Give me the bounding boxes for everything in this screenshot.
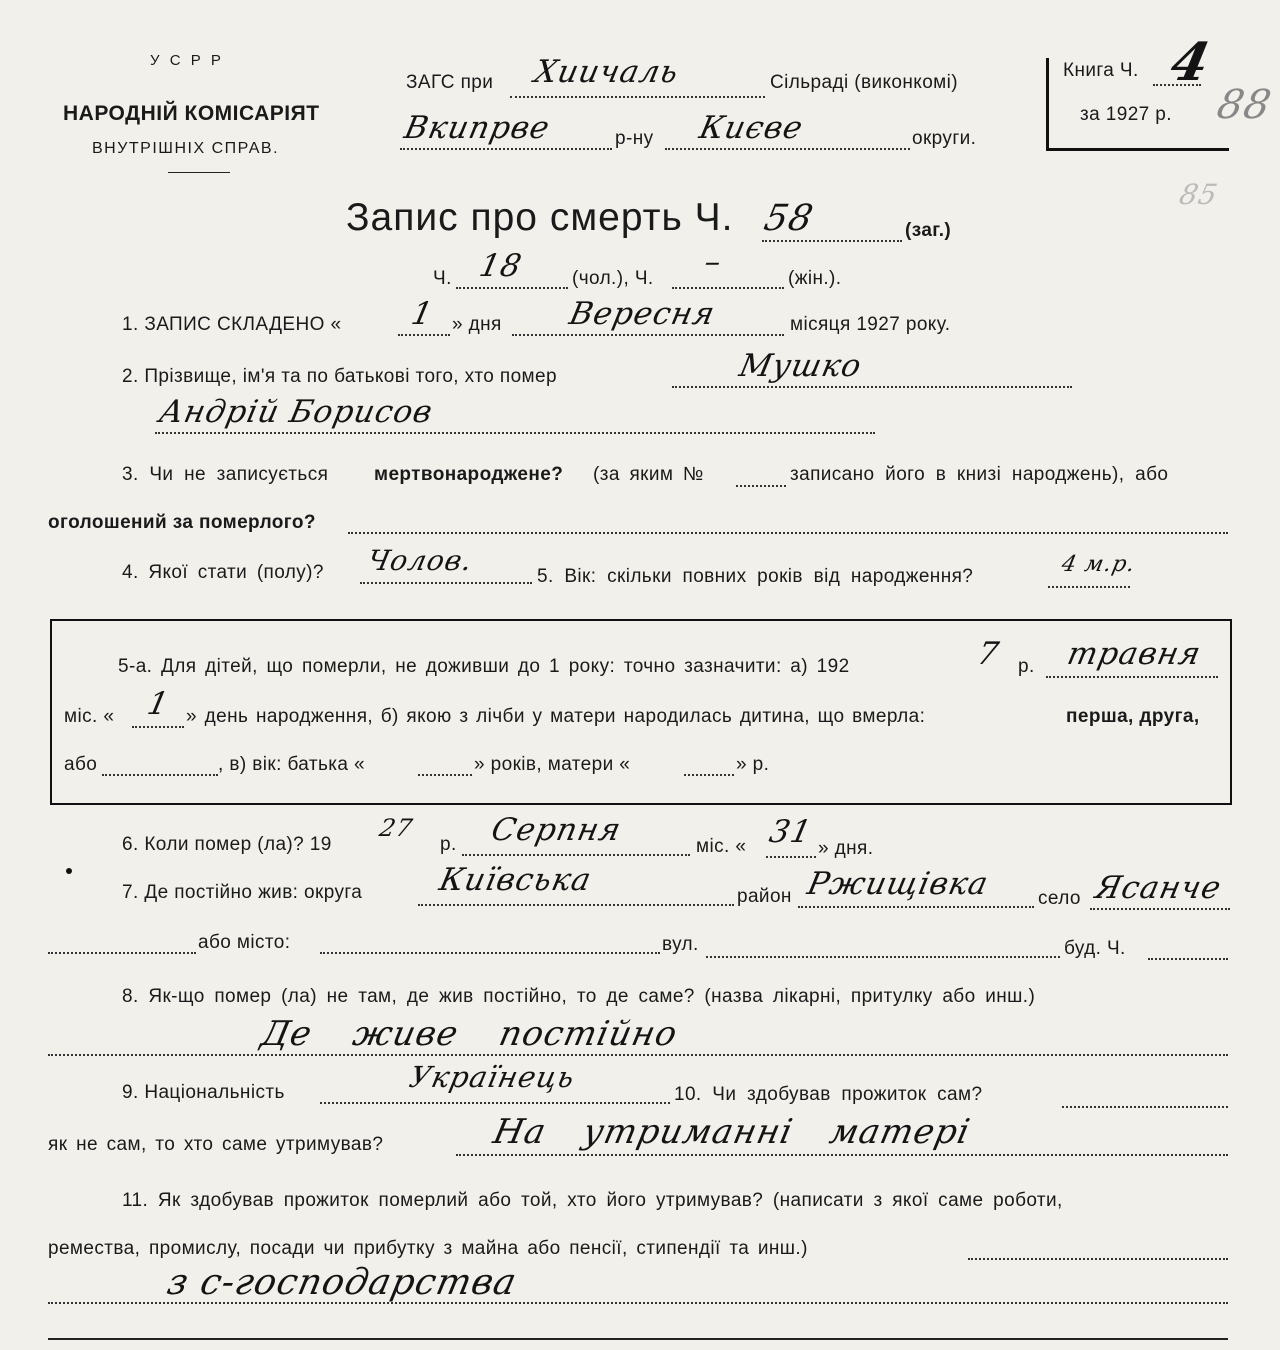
- item7-okruha: Київська: [436, 862, 595, 898]
- item7-vul-line: [706, 956, 1060, 958]
- total-label: (заг.): [905, 220, 952, 241]
- item3-declared-dead: оголошений за померлого?: [48, 512, 316, 533]
- district-line: [400, 148, 612, 150]
- item1-label: 1. ЗАПИС СКЛАДЕНО «: [122, 314, 342, 335]
- book-label: Книга Ч.: [1063, 60, 1139, 81]
- item3-label-c: (за яким №: [593, 464, 704, 485]
- item7-vul-label: вул.: [662, 934, 699, 955]
- item6-day-suffix: » дня.: [818, 838, 874, 859]
- item6-month-line: [462, 854, 690, 856]
- item2-names-line: [155, 432, 875, 434]
- district-label: р-ну: [615, 128, 654, 149]
- female-number-line: [672, 287, 784, 289]
- item1-day: 1: [408, 296, 437, 332]
- item6-day-line: [766, 856, 816, 858]
- item7-okruha-line: [418, 904, 734, 906]
- item9-label: 9. Національність: [122, 1082, 285, 1103]
- record-number-line: [762, 240, 902, 242]
- item5-line: [1048, 586, 1130, 588]
- item10-line: [1062, 1106, 1228, 1108]
- item8-value: Де живе постійно: [257, 1014, 682, 1054]
- okruha-line: [665, 148, 910, 150]
- item4-value: Чолов.: [364, 544, 476, 577]
- book-number: 4: [1165, 32, 1216, 93]
- item1-day-suffix: » дня: [452, 314, 502, 335]
- item7-raion: Ржищівка: [804, 866, 992, 902]
- item5-label: 5. Вік: скільки повних років від народження?: [537, 566, 974, 587]
- margin-number-1: 88: [1213, 82, 1276, 128]
- zags-prefix: ЗАГС при: [406, 72, 494, 93]
- item11-label: 11. Як здобував прожиток померлий або той, хто його утримував? (написати з якої саме роботи,: [122, 1190, 1063, 1211]
- item3-declared-line: [348, 532, 1228, 534]
- item5a-line2: » день народження, б) якою з лічби у матери народилась дитина, що вмерла:: [186, 706, 926, 727]
- item9-line: [320, 1102, 670, 1104]
- male-number-line: [456, 287, 568, 289]
- item10b-label: як не сам, то хто саме утримував?: [48, 1134, 384, 1155]
- male-label: (чол.), Ч.: [572, 268, 654, 289]
- item6-month: Серпня: [488, 812, 625, 848]
- item7-raion-line: [798, 906, 1034, 908]
- item3-label-d: записано його в книзі народжень), або: [790, 464, 1169, 485]
- item5a-mother-age-line: [684, 774, 734, 776]
- village-value: Хиичаль: [531, 54, 683, 90]
- female-label: (жін.).: [788, 268, 842, 289]
- item1-month-line: [512, 334, 784, 336]
- item6-label: 6. Коли помер (ла)? 19: [122, 834, 332, 855]
- item2-given-names: Андрій Борисов: [156, 394, 437, 430]
- item5a-order-line: [102, 774, 218, 776]
- item5a-month: травня: [1064, 636, 1205, 672]
- book-year: за 1927 р.: [1080, 104, 1172, 125]
- item5a-line3a: , в) вік: батька «: [218, 754, 365, 775]
- item4-label: 4. Якої стати (полу)?: [122, 562, 324, 583]
- okruha-label: округи.: [912, 128, 977, 149]
- bottom-rule: [48, 1338, 1228, 1340]
- ink-dot: [66, 868, 72, 874]
- item3-number-line: [736, 485, 786, 487]
- republic-label: У С Р Р: [150, 52, 224, 69]
- item7-misto-label: або місто:: [198, 932, 291, 953]
- ch-label: Ч.: [433, 268, 452, 289]
- item10b-value: На утриманні матері: [489, 1112, 975, 1152]
- item6-r-label: р.: [440, 834, 457, 855]
- item5a-line3b: » років, матери «: [474, 754, 631, 775]
- item11-line-1: [968, 1258, 1228, 1260]
- district-value: Вкипрве: [401, 110, 554, 146]
- item5-value: 4 м.р.: [1059, 552, 1138, 577]
- item10-label: 10. Чи здобував прожиток сам?: [674, 1084, 983, 1105]
- item11-label2: ремества, промислу, посади чи прибутку з майна або пенсії, стипендії та инш.): [48, 1238, 808, 1259]
- okruha-value: Києве: [696, 110, 807, 146]
- item2-surname: Мушко: [736, 348, 866, 384]
- item7-pre-line: [48, 952, 196, 954]
- item2-surname-line: [672, 386, 1072, 388]
- item1-day-line: [398, 334, 450, 336]
- item5a-month-line: [1046, 676, 1218, 678]
- item7-selo: Ясанче: [1092, 870, 1225, 906]
- item6-day: 31: [766, 814, 816, 850]
- margin-number-2: 85: [1176, 178, 1222, 211]
- item7-bud-label: буд. Ч.: [1064, 938, 1126, 959]
- item7-selo-line: [1090, 908, 1230, 910]
- item5a-line1: 5-а. Для дітей, що померли, не доживши до 1 року: точно зазначити: а) 192: [118, 656, 850, 677]
- item3-stillborn: мертвонароджене?: [374, 464, 564, 485]
- item7-selo-label: село: [1038, 888, 1081, 909]
- item7-label: 7. Де постійно жив: округа: [122, 882, 363, 903]
- item1-month: Вересня: [566, 296, 719, 332]
- item5a-day: 1: [144, 686, 173, 722]
- item6-mis-label: міс. «: [696, 836, 747, 857]
- item8-line: [48, 1054, 1228, 1056]
- item2-label: 2. Прізвище, ім'я та по батькові того, хто помер: [122, 366, 557, 387]
- item5a-day-line: [132, 726, 184, 728]
- item5a-mis-label: міс. «: [64, 706, 115, 727]
- form-title: Запис про смерть Ч.: [346, 196, 734, 239]
- item1-suffix: місяця 1927 року.: [790, 314, 951, 335]
- item7-bud-line: [1148, 958, 1228, 960]
- village-line: [510, 96, 765, 98]
- item5a-year-digit: 7: [974, 636, 1003, 672]
- item7-raion-label: район: [737, 886, 792, 907]
- item11-value: з с-господарства: [163, 1262, 521, 1303]
- item8-label: 8. Як-що помер (ла) не там, де жив постійно, то де саме? (назва лікарні, притулку або инш.): [122, 986, 1036, 1007]
- item6-year: 27: [377, 814, 416, 842]
- item5a-father-age-line: [418, 774, 472, 776]
- item5a-year-suffix: р.: [1018, 656, 1035, 677]
- department-label: ВНУТРІШНІХ СПРАВ.: [92, 140, 280, 157]
- item10b-line: [456, 1154, 1228, 1156]
- item9-value: Українець: [406, 1060, 579, 1094]
- male-number: 18: [476, 248, 526, 284]
- female-number: –: [701, 244, 726, 280]
- commissariat-label: НАРОДНІЙ КОМІСАРІЯТ: [63, 102, 320, 125]
- item4-line: [360, 582, 532, 584]
- item3-label-a: 3. Чи не записується: [122, 464, 329, 485]
- council-label: Сільраді (виконкомі): [770, 72, 958, 93]
- record-number: 58: [760, 198, 818, 239]
- item5a-line3c: » р.: [736, 754, 770, 775]
- item5a-abo: або: [64, 754, 98, 775]
- header-divider: [168, 172, 230, 173]
- item5a-line2-bold: перша, друга,: [1066, 706, 1200, 727]
- item7-misto-line: [320, 952, 660, 954]
